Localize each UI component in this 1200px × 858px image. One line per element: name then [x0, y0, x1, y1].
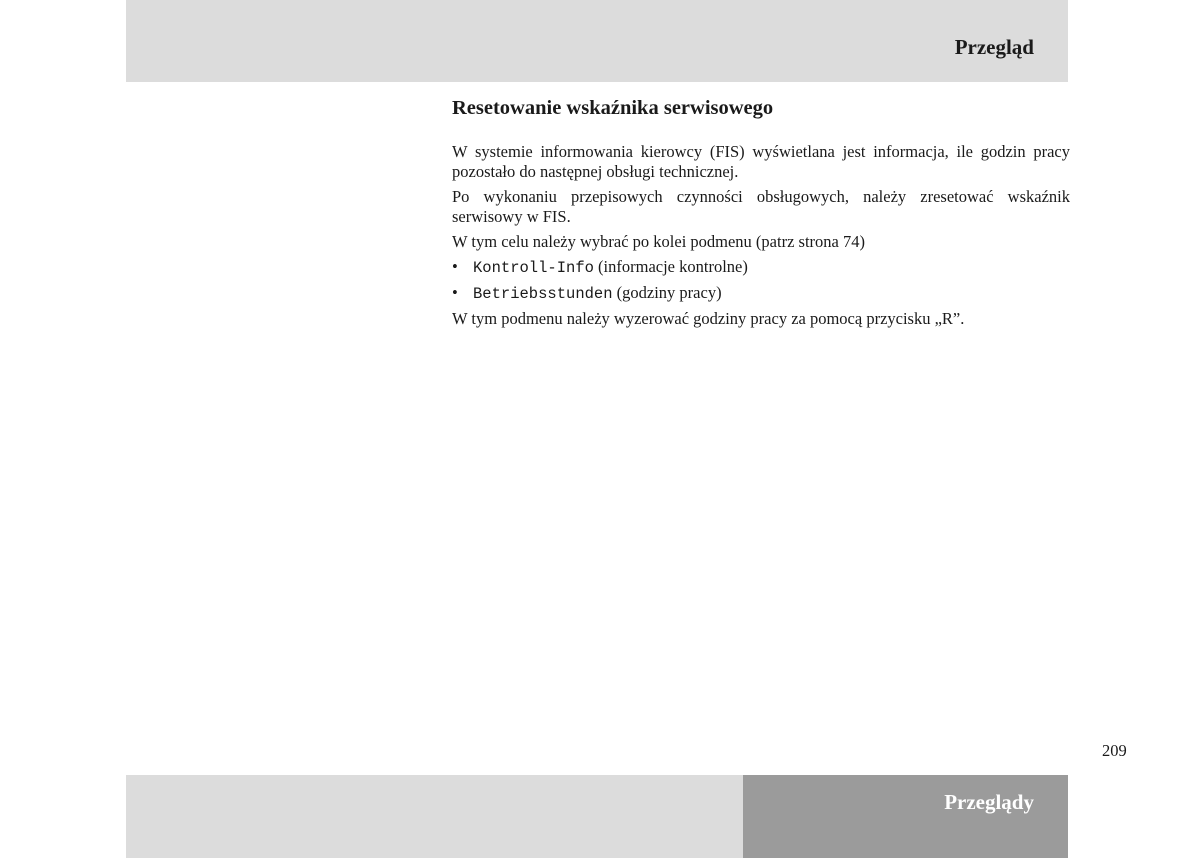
paragraph-fis-info: W systemie informowania kierowcy (FIS) wyświetlana jest informacja, ile godzin pracy pozostało do następnej obsługi technicznej. — [452, 142, 1070, 181]
list-item-text — [473, 283, 722, 304]
paragraph-reset-hours: W tym podmenu należy wyzerować godziny pracy za pomocą przycisku „R”. — [452, 309, 965, 328]
main-content — [452, 94, 1070, 334]
list-item — [452, 283, 1070, 304]
header-band — [126, 0, 1068, 82]
menu-code: Kontroll-Info — [473, 259, 594, 277]
menu-description: (informacje kontrolne) — [593, 257, 748, 276]
footer-chapter-title: Przeglądy — [944, 790, 1034, 814]
footer-band — [126, 775, 743, 858]
menu-description: (godziny pracy) — [612, 283, 722, 302]
section-heading: Resetowanie wskaźnika serwisowego — [452, 97, 774, 119]
paragraph-submenu-intro: W tym celu należy wybrać po kolei podmenu (patrz strona 74) — [452, 232, 865, 251]
paragraph-reset-instruction: Po wykonaniu przepisowych czynności obsługowych, należy zresetować wskaźnik serwisowy w FIS. — [452, 187, 1070, 226]
footer-chapter-tab — [743, 775, 1068, 858]
bullet-icon: • — [452, 257, 458, 276]
list-item — [452, 257, 1070, 278]
bullet-icon: • — [452, 283, 458, 302]
menu-code: Betriebsstunden — [473, 285, 613, 303]
page-number: 209 — [1102, 741, 1127, 760]
section-header-title: Przegląd — [954, 35, 1034, 59]
list-item-text — [473, 257, 748, 278]
